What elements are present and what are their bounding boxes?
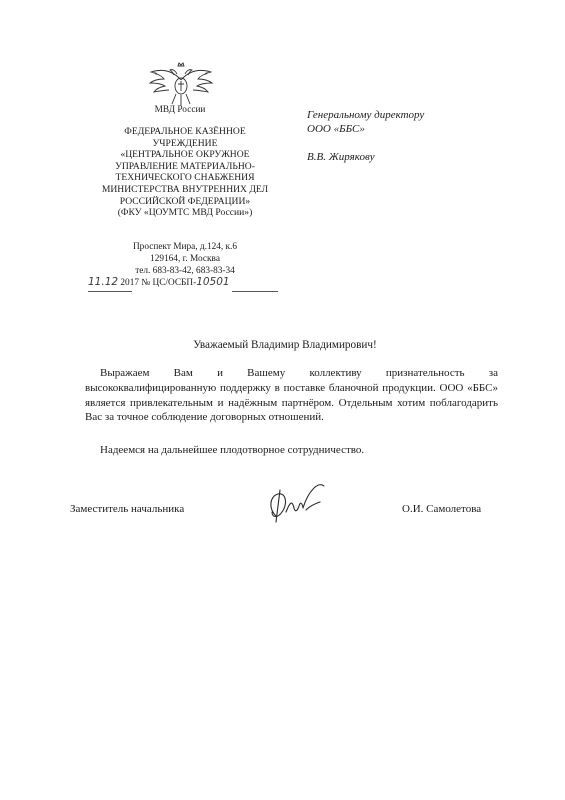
address-line: 129164, г. Москва bbox=[150, 253, 220, 264]
address-block bbox=[100, 242, 270, 277]
handwritten-date: 11.12 bbox=[88, 276, 119, 288]
address-line: тел. 683-83-42, 683-83-34 bbox=[135, 265, 235, 276]
agency-line: ТЕХНИЧЕСКОГО СНАБЖЕНИЯ bbox=[115, 172, 255, 184]
addressee-line: В.В. Жирякову bbox=[307, 151, 375, 164]
ref-year-number: 2017 № ЦС/ОСБП- bbox=[120, 278, 197, 288]
org-short-name: МВД России bbox=[154, 105, 206, 115]
word: признательность bbox=[385, 367, 465, 379]
reference-line bbox=[88, 277, 288, 290]
salutation: Уважаемый Владимир Владимирович! bbox=[193, 339, 377, 351]
agency-line: (ФКУ «ЦОУМТС МВД России») bbox=[117, 207, 253, 219]
agency-line: МИНИСТЕРСТВА ВНУТРЕННИХ ДЕЛ bbox=[101, 183, 269, 195]
agency-line: РОССИЙСКОЙ ФЕДЕРАЦИИ» bbox=[119, 195, 251, 207]
double-headed-eagle-emblem-icon bbox=[148, 58, 214, 108]
addressee-block bbox=[307, 108, 507, 165]
word: Вам bbox=[173, 367, 193, 379]
paragraph-2: Надеемся на дальнейшее плодотворное сотрудничество. bbox=[100, 444, 365, 456]
agency-name-block bbox=[95, 126, 275, 219]
signatory-position: Заместитель начальника bbox=[70, 503, 185, 515]
addressee-line: Генеральному директору bbox=[307, 109, 425, 121]
agency-line: «ЦЕНТРАЛЬНОЕ ОКРУЖНОЕ bbox=[120, 149, 250, 161]
word: за bbox=[488, 367, 498, 379]
number-underline bbox=[232, 291, 278, 292]
handwritten-ref-number: 10501 bbox=[196, 276, 230, 288]
agency-line: УЧРЕЖДЕНИЕ bbox=[152, 137, 218, 149]
word: Вашему bbox=[247, 367, 286, 379]
word: и bbox=[217, 367, 223, 379]
addressee-line: ООО «ББС» bbox=[307, 123, 365, 136]
paragraph-1-first-line bbox=[85, 366, 498, 381]
word: коллективу bbox=[309, 367, 362, 379]
date-underline bbox=[88, 291, 132, 292]
agency-line: ФЕДЕРАЛЬНОЕ КАЗЁННОЕ bbox=[124, 126, 246, 137]
paragraph-1-rest: высококвалифицированную поддержку в поставке бланочной продукции. ООО «ББС» является привлекательным и надёжным партнёром. Отдельным хотим поблагодарить Вас за точное соблюдение договорных отношений. bbox=[85, 381, 498, 424]
addressee-spacer bbox=[307, 136, 507, 150]
word: Выражаем bbox=[100, 367, 150, 379]
paragraph-1 bbox=[85, 366, 498, 425]
signatory-name: О.И. Самолетова bbox=[402, 503, 482, 515]
agency-line: УПРАВЛЕНИЕ МАТЕРИАЛЬНО- bbox=[115, 160, 255, 172]
handwritten-signature bbox=[262, 478, 334, 528]
address-line: Проспект Мира, д.124, к.6 bbox=[132, 242, 238, 252]
